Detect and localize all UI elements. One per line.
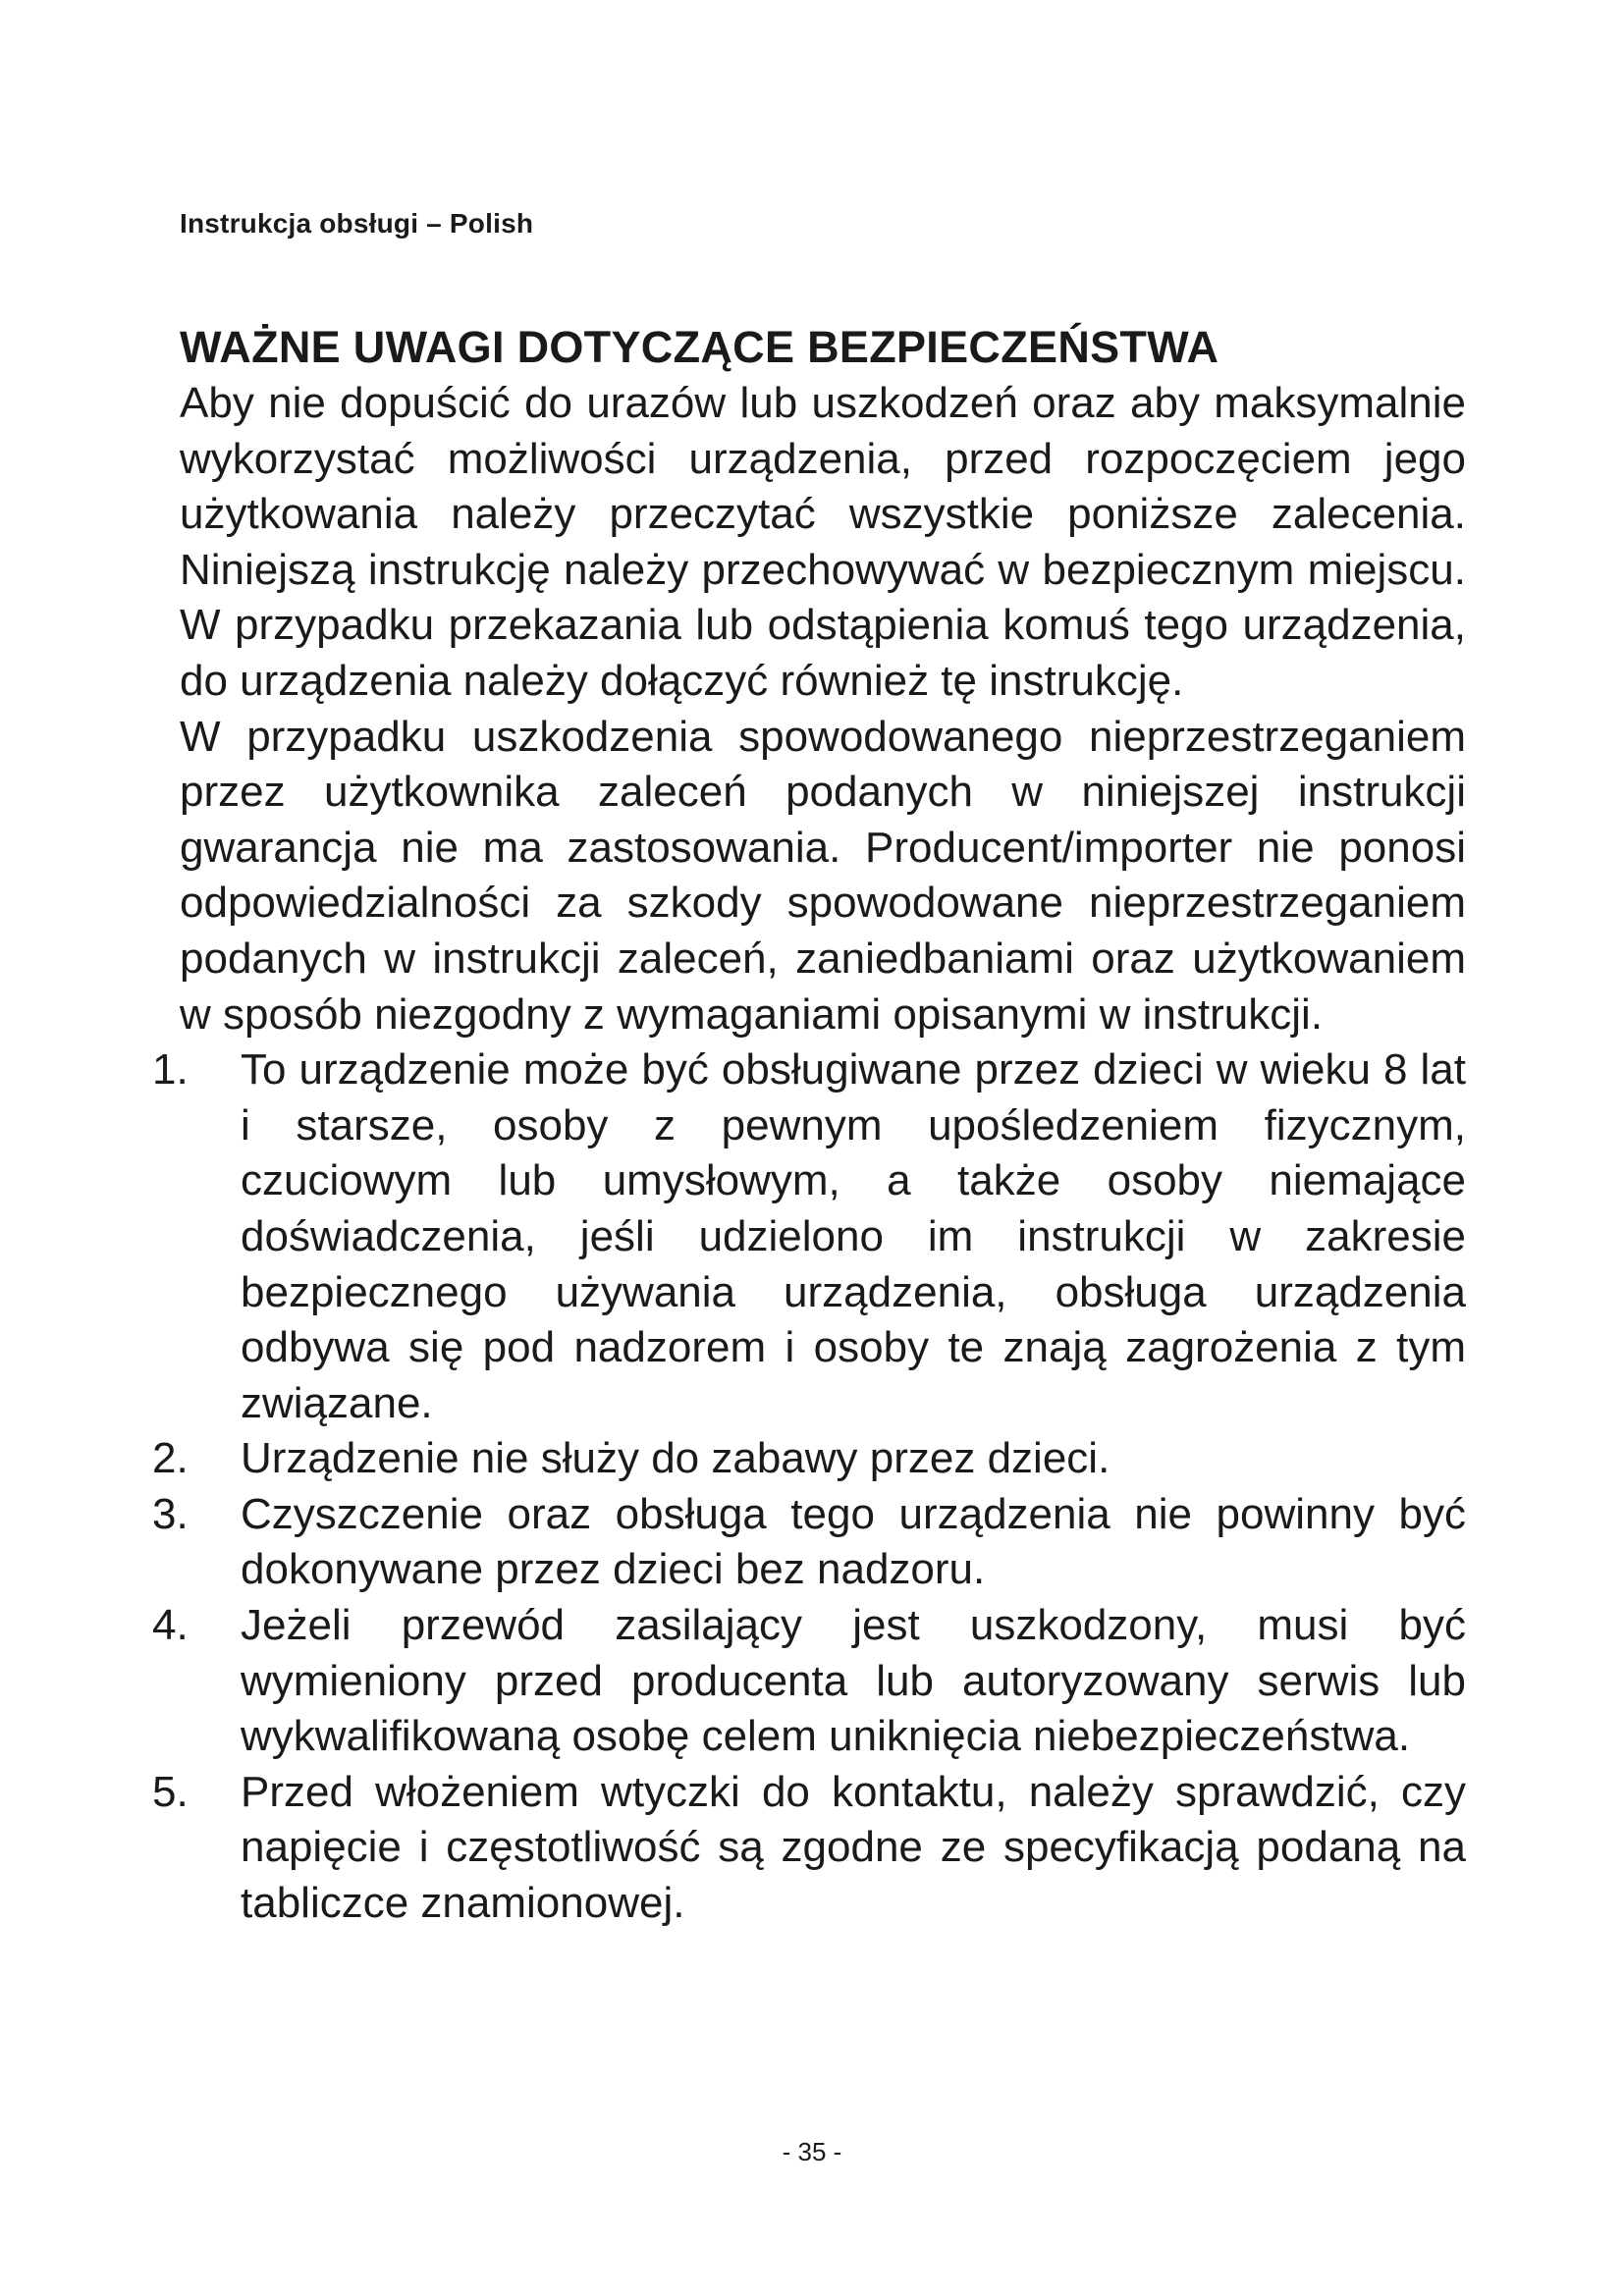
list-item-text: Jeżeli przewód zasilający jest uszkodzony, musi być wymieniony przed producenta lub autoryzowany serwis lub wykwalifikowaną osobę celem uniknięcia niebezpieczeństwa. xyxy=(241,1601,1466,1761)
running-header: Instrukcja obsługi – Polish xyxy=(180,208,534,239)
page-number: - 35 - xyxy=(782,2137,842,2166)
list-item-number: 1. xyxy=(152,1045,189,1095)
section-title: WAŻNE UWAGI DOTYCZĄCE BEZPIECZEŃSTWA xyxy=(180,322,1219,372)
list-item-text: Przed włożeniem wtyczki do kontaktu, należy sprawdzić, czy napięcie i częstotliwość są zgodne ze specyfikacją podaną na tabliczce znamionowej. xyxy=(241,1767,1466,1928)
list-item-number: 2. xyxy=(152,1434,189,1483)
list-item xyxy=(152,1487,1466,1598)
list-item-text: Urządzenie nie służy do zabawy przez dzieci. xyxy=(241,1434,1110,1483)
safety-section xyxy=(152,319,1466,1932)
list-item xyxy=(152,1598,1466,1765)
list-item-text: Czyszczenie oraz obsługa tego urządzenia nie powinny być dokonywane przez dzieci bez nadzoru. xyxy=(241,1489,1466,1594)
list-item xyxy=(152,1765,1466,1932)
safety-list xyxy=(152,1042,1466,1932)
list-item xyxy=(152,1042,1466,1431)
list-item-number: 3. xyxy=(152,1489,189,1538)
list-item-number: 5. xyxy=(152,1767,189,1816)
list-item xyxy=(152,1431,1466,1487)
warranty-paragraph: W przypadku uszkodzenia spowodowanego nieprzestrzeganiem przez użytkownika zaleceń podanych w niniejszej instrukcji gwarancja nie ma zastosowania. Producent/importer nie ponosi odpowiedzialności za szkody spowodowane nieprzestrzeganiem podanych w instrukcji zaleceń, zaniedbaniami oraz użytkowaniem w sposób niezgodny z wymaganiami opisanymi w instrukcji. xyxy=(180,712,1466,1039)
intro-paragraph: Aby nie dopuścić do urazów lub uszkodzeń oraz aby maksymalnie wykorzystać możliwości urządzenia, przed rozpoczęciem jego użytkowania należy przeczytać wszystkie poniższe zalecenia. Niniejszą instrukcję należy przechowywać w bezpiecznym miejscu. W przypadku przekazania lub odstąpienia komuś tego urządzenia, do urządzenia należy dołączyć również tę instrukcję. xyxy=(180,379,1466,705)
list-item-number: 4. xyxy=(152,1601,189,1650)
list-item-text: To urządzenie może być obsługiwane przez dzieci w wieku 8 lat i starsze, osoby z pewnym upośledzeniem fizycznym, czuciowym lub umysłowym, a także osoby niemające doświadczenia, jeśli udzielono im instrukcji w zakresie bezpiecznego używania urządzenia, obsługa urządzenia odbywa się pod nadzorem i osoby te znają zagrożenia z tym związane. xyxy=(241,1045,1466,1427)
